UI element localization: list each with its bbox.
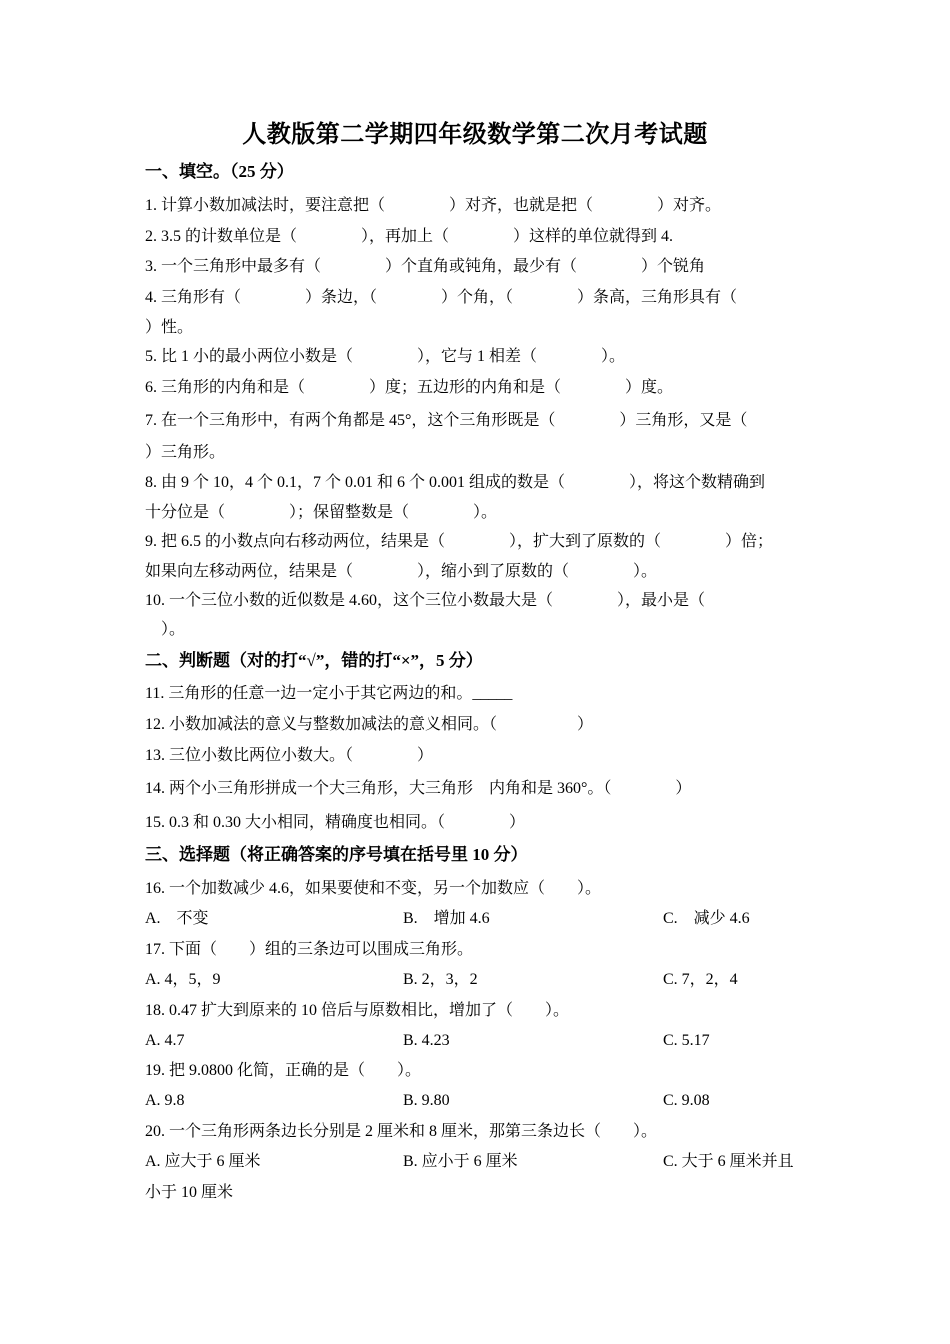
question-17-option-c: C. 7，2，4 [663, 971, 738, 988]
section-heading-fill-blank: 一、填空。（25 分） [145, 162, 294, 181]
question-16-option-c: C. 减少 4.6 [663, 910, 750, 927]
question-18: 18. 0.47 扩大到原来的 10 倍后与原数相比，增加了（ ）。 [145, 1002, 570, 1019]
question-18-option-b: B. 4.23 [403, 1032, 450, 1049]
question-19-option-c: C. 9.08 [663, 1092, 710, 1109]
question-10-continued: ）。 [145, 621, 186, 638]
question-2: 2. 3.5 的计数单位是（ ），再加上（ ）这样的单位就得到 4. [145, 228, 674, 245]
question-4-continued: ）性。 [145, 319, 194, 336]
question-20-option-b: B. 应小于 6 厘米 [403, 1153, 518, 1170]
question-9-continued: 如果向左移动两位，结果是（ ），缩小到了原数的（ ）。 [145, 563, 658, 580]
question-13: 13. 三位小数比两位小数大。（ ） [145, 747, 434, 764]
question-8: 8. 由 9 个 10，4 个 0.1，7 个 0.01 和 6 个 0.001 组成的数是（ ），将这个数精确到 [145, 474, 766, 491]
question-17: 17. 下面（ ）组的三条边可以围成三角形。 [145, 941, 474, 958]
question-19-option-a: A. 9.8 [145, 1092, 185, 1109]
section-heading-true-false: 二、判断题（对的打“√”，错的打“×”，5 分） [145, 651, 483, 670]
question-18-option-a: A. 4.7 [145, 1032, 185, 1049]
question-16-option-a: A. 不变 [145, 910, 209, 927]
question-6: 6. 三角形的内角和是（ ）度；五边形的内角和是（ ）度。 [145, 379, 674, 396]
question-19: 19. 把 9.0800 化简，正确的是（ ）。 [145, 1062, 422, 1079]
question-19-option-b: B. 9.80 [403, 1092, 450, 1109]
question-9: 9. 把 6.5 的小数点向右移动两位，结果是（ ），扩大到了原数的（ ）倍； [145, 533, 774, 550]
question-5: 5. 比 1 小的最小两位小数是（ ），它与 1 相差（ ）。 [145, 348, 626, 365]
question-7: 7. 在一个三角形中，有两个角都是 45°，这个三角形既是（ ）三角形，又是（ [145, 412, 748, 429]
question-1: 1. 计算小数加减法时，要注意把（ ）对齐，也就是把（ ）对齐。 [145, 197, 722, 214]
question-15: 15. 0.3 和 0.30 大小相同，精确度也相同。（ ） [145, 814, 526, 831]
question-16-option-b: B. 增加 4.6 [403, 910, 490, 927]
question-20-option-a: A. 应大于 6 厘米 [145, 1153, 261, 1170]
question-11: 11. 三角形的任意一边一定小于其它两边的和。_____ [145, 685, 513, 702]
question-14: 14. 两个小三角形拼成一个大三角形，大三角形 内角和是 360°。（ ） [145, 780, 692, 797]
question-10: 10. 一个三位小数的近似数是 4.60，这个三位小数最大是（ ），最小是（ [145, 592, 706, 609]
question-8-continued: 十分位是（ ）；保留整数是（ ）。 [145, 504, 498, 521]
question-18-option-c: C. 5.17 [663, 1032, 710, 1049]
question-20-option-c-continued: 小于 10 厘米 [145, 1184, 234, 1201]
question-3: 3. 一个三角形中最多有（ ）个直角或钝角，最少有（ ）个锐角 [145, 258, 706, 275]
question-17-option-a: A. 4，5，9 [145, 971, 221, 988]
question-12: 12. 小数加减法的意义与整数加减法的意义相同。（ ） [145, 716, 594, 733]
section-heading-multiple-choice: 三、选择题（将正确答案的序号填在括号里 10 分） [145, 845, 528, 864]
question-20: 20. 一个三角形两条边长分别是 2 厘米和 8 厘米，那第三条边长（ ）。 [145, 1123, 658, 1140]
question-17-option-b: B. 2，3，2 [403, 971, 478, 988]
question-16: 16. 一个加数减少 4.6，如果要使和不变，另一个加数应（ ）。 [145, 880, 602, 897]
question-20-option-c: C. 大于 6 厘米并且 [663, 1153, 794, 1170]
question-7-continued: ）三角形。 [145, 444, 226, 461]
question-4: 4. 三角形有（ ）条边，（ ）个角，（ ）条高，三角形具有（ [145, 289, 738, 306]
exam-title: 人教版第二学期四年级数学第二次月考试题 [242, 122, 708, 148]
